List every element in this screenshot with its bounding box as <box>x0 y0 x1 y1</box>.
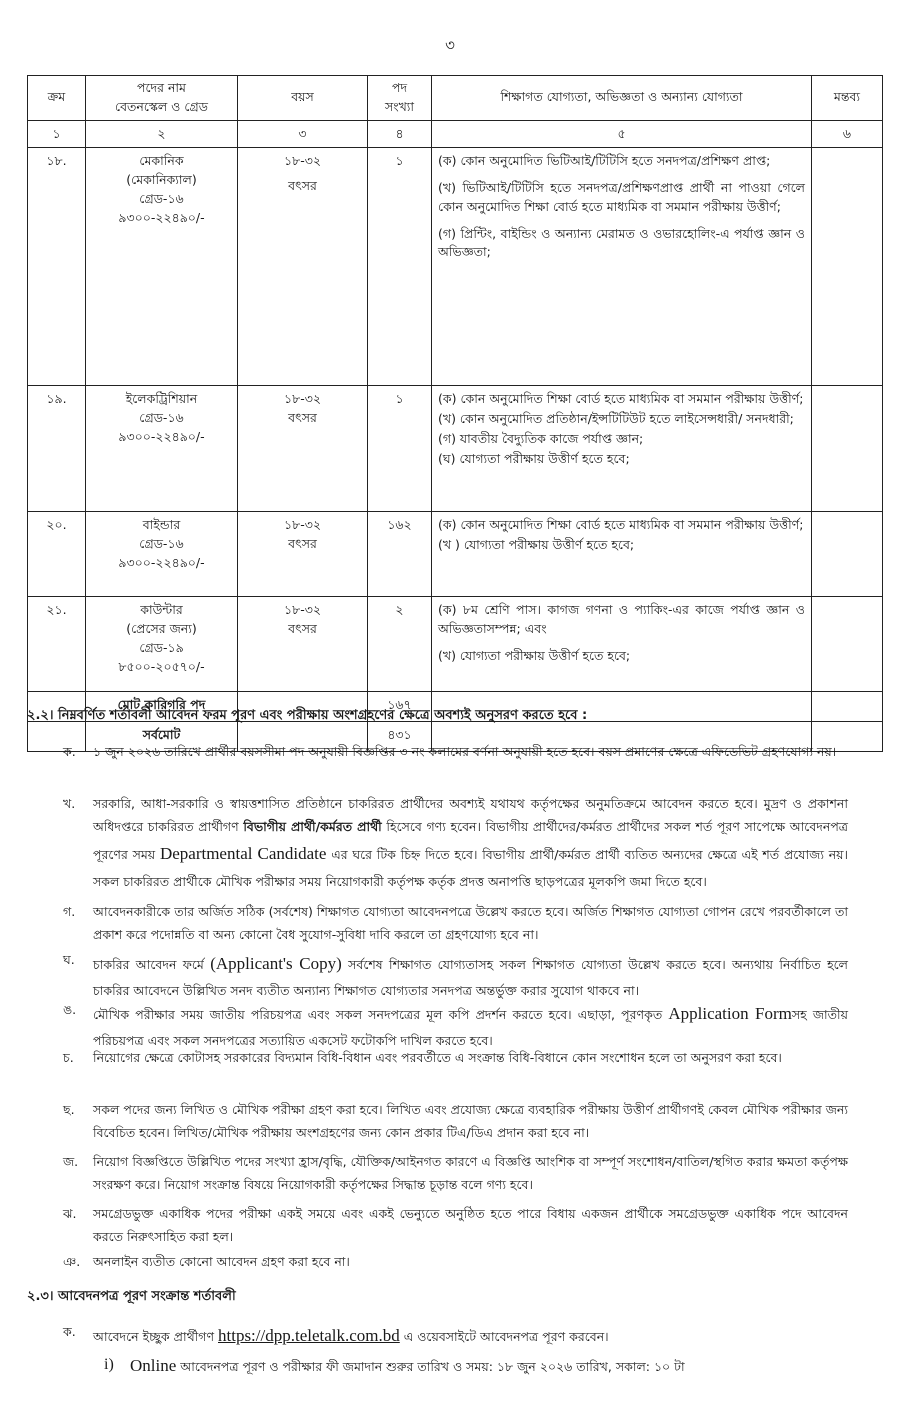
column-number-row <box>28 120 883 148</box>
item-text-latin: Departmental Candidate <box>159 844 327 864</box>
item-text: অনলাইন ব্যতীত কোনো আবেদন গ্রহণ করা হবে না। <box>93 1254 350 1269</box>
subtotal-label: মোট কারিগরি পদ <box>86 692 238 722</box>
subtotal-blank <box>812 692 883 722</box>
age-range: ১৮-৩২ <box>284 153 321 169</box>
subtotal-value: ১৬৭ <box>368 692 432 722</box>
post-grade: গ্রেড-১৯ <box>139 639 184 655</box>
header-remarks: মন্তব্য <box>812 76 883 121</box>
column-number: ৫ <box>432 120 812 148</box>
row-age <box>238 512 368 597</box>
item-mark: ক. <box>63 1324 76 1339</box>
table-header-row <box>28 76 883 121</box>
item-text: নিয়োগের ক্ষেত্রে কোটাসহ সরকারের বিদ্যমান বিধি-বিধান এবং পরবর্তীতে এ সংক্রান্ত বিধি-বিধানে কোন সংশোধন হলে তা অনুসরণ করা হবে। <box>93 1050 782 1065</box>
row-post-name <box>86 148 238 386</box>
qualification-item: (ক) কোন অনুমোদিত শিক্ষা বোর্ড হতে মাধ্যমিক বা সমমান পরীক্ষায় উত্তীর্ণ; <box>438 517 804 533</box>
condition-item <box>63 740 848 763</box>
post-name-line: (প্রেসের জন্য) <box>126 621 197 636</box>
row-age <box>238 386 368 512</box>
item-text: আবেদনে ইচ্ছুক প্রার্থীগণ <box>93 1329 218 1344</box>
section-2-3-title: ২.৩। আবেদনপত্র পূরণ সংক্রান্ত শর্তাবলী <box>27 1289 236 1304</box>
qualification-item: (ক) ৮ম শ্রেণি পাস। কাগজ গণনা ও প্যাকিং-এর কাজে পর্যাপ্ত জ্ঞান ও অভিজ্ঞতাসম্পন্ন; এবং <box>438 602 805 636</box>
header-post-name <box>86 76 238 121</box>
item-mark: ঘ. <box>63 952 75 967</box>
item-mark: ছ. <box>63 1102 75 1117</box>
item-text: এ ওয়েবসাইটে আবেদনপত্র পূরণ করবেন। <box>399 1329 609 1344</box>
item-mark: গ. <box>63 904 76 919</box>
subitem-mark: i) <box>104 1356 114 1373</box>
row-age <box>238 597 368 692</box>
row-age <box>238 148 368 386</box>
age-range: ১৮-৩২ <box>284 391 321 407</box>
post-name-line: কাউন্টার <box>140 602 183 618</box>
row-post-name <box>86 386 238 512</box>
item-text: নিয়োগ বিজ্ঞপ্তিতে উল্লিখিত পদের সংখ্যা হ্রাস/বৃদ্ধি, যৌক্তিক/আইনগত কারণে এ বিজ্ঞপ্তি আংশিক বা সম্পূর্ণ সংশোধন/বাতিল/স্থগিত করার ক্ষমতা কর্তৃপক্ষ সংরক্ষণ করে। নিয়োগ সংক্রান্ত বিষয়ে নিয়োগকারী কর্তৃপক্ষের সিদ্ধান্ত চূড়ান্ত বলে গণ্য হবে। <box>93 1154 848 1193</box>
qualification-item: (খ) যোগ্যতা পরীক্ষায় উত্তীর্ণ হতে হবে; <box>438 647 631 663</box>
row-serial: ১৯. <box>28 386 86 512</box>
section-2-2-title: ২.২। নিম্নবর্ণিত শর্তাবলী আবেদন ফরম পূরণ এবং পরীক্ষায় অংশগ্রহণের ক্ষেত্রে অবশ্যই অনুসরণ করতে হবে : <box>27 708 588 723</box>
post-pay-scale: ৯৩০০-২২৪৯০/- <box>118 554 205 570</box>
row-post-count: ২ <box>368 597 432 692</box>
row-remarks <box>812 386 883 512</box>
row-post-count: ১ <box>368 386 432 512</box>
item-text: সরকারি, আধা-সরকারি ও স্বায়ত্তশাসিত প্রতিষ্ঠানে চাকরিরত প্রার্থীদের অবশ্যই যথাযথ কর্তৃপক্ষের অনুমতিক্রমে আবেদন করতে হবে। মুদ্রণ ও প্রকাশনা অধিদপ্তরে চাকরিরত প্রার্থীগণ <box>93 796 848 835</box>
item-text: এর ঘরে টিক চিহ্ন দিতে হবে। বিভাগীয় প্রার্থী/কর্মরত প্রার্থী ব্যতিত অন্যদের ক্ষেত্রে এই শর্ত প্রযোজ্য নয়। সকল চাকরিরত প্রার্থীকে মৌখিক পরীক্ষার সময় নিয়োগকারী কর্তৃপক্ষ কর্তৃক প্রদত্ত অনাপত্তি ছাড়পত্রের মূলকপি জমা দিতে হবে। <box>93 847 849 889</box>
header-qualification: শিক্ষাগত যোগ্যতা, অভিজ্ঞতা ও অন্যান্য যোগ্যতা <box>432 76 812 121</box>
subitem-text-latin: Online <box>130 1356 177 1375</box>
post-pay-scale: ৯৩০০-২২৪৯০/- <box>118 428 205 444</box>
age-unit: বৎসর <box>288 621 317 636</box>
post-grade: গ্রেড-১৬ <box>139 536 184 551</box>
post-pay-scale: ৯৩০০-২২৪৯০/- <box>118 209 205 225</box>
subitem-text: আবেদনপত্র পূরণ ও পরীক্ষার ফী জমাদান শুরুর তারিখ ও সময়: ১৮ জুন ২০২৬ তারিখ, সকাল: ১০ টা <box>176 1359 685 1374</box>
post-name-line: (মেকানিক্যাল) <box>126 172 197 187</box>
table-row <box>28 386 883 512</box>
item-mark: ঝ. <box>63 1206 77 1221</box>
header-posts <box>368 76 432 121</box>
age-unit: বৎসর <box>288 178 317 193</box>
post-name-line: বাইন্ডার <box>142 517 181 533</box>
application-item <box>63 1320 848 1351</box>
item-text: মৌখিক পরীক্ষার সময় জাতীয় পরিচয়পত্র এবং সকল সনদপত্রের মূল কপি প্রদর্শন করতে হবে। এছাড়া, পূরণকৃত <box>93 1007 669 1022</box>
condition-item <box>63 998 848 1053</box>
row-qualifications <box>432 512 812 597</box>
item-text-latin: Application Form <box>668 1004 792 1023</box>
header-post-name-line1: পদের নাম <box>137 80 186 95</box>
row-post-count: ১৬২ <box>368 512 432 597</box>
table-row <box>28 148 883 386</box>
item-text: চাকরির আবেদন ফর্মে <box>93 957 211 972</box>
age-range: ১৮-৩২ <box>284 602 321 618</box>
condition-item <box>63 1098 848 1144</box>
qualification-item: (গ) প্রিন্টিং, বাইন্ডিং ও অন্যান্য মেরামত ও ওভারহোলিং-এ পর্যাপ্ত জ্ঞান ও অভিজ্ঞতা; <box>438 225 805 260</box>
item-text: সকল পদের জন্য লিখিত ও মৌখিক পরীক্ষা গ্রহণ করা হবে। লিখিত এবং প্রযোজ্য ক্ষেত্রে ব্যবহারিক পরীক্ষায় উত্তীর্ণ প্রার্থীগণই কেবল মৌখিক পরীক্ষার জন্য বিবেচিত হবেন। লিখিত/মৌখিক পরীক্ষায় অংশগ্রহণের জন্য কোন প্রকার টিএ/ডিএ প্রদান করা হবে না। <box>93 1102 848 1141</box>
row-qualifications <box>432 386 812 512</box>
page-number: ৩ <box>445 36 455 54</box>
condition-item <box>63 1202 848 1248</box>
row-remarks <box>812 148 883 386</box>
item-mark: ঞ. <box>63 1254 81 1269</box>
condition-item <box>63 900 848 946</box>
posts-table <box>27 75 883 752</box>
qualification-item: (খ) কোন অনুমোদিত প্রতিষ্ঠান/ইন্সটিটিউট হতে লাইসেন্সধারী/ সনদধারী; <box>438 411 794 426</box>
item-text: সর্বশেষ শিক্ষাগত যোগ্যতাসহ সকল শিক্ষাগত যোগ্যতা উল্লেখ করতে হবে। অন্যথায় নির্বাচিত হলে চাকরির আবেদনে উল্লিখিত সনদ ব্যতীত অন্যান্য শিক্ষাগত যোগ্যতার সনদপত্র অন্তর্ভুক্ত করার সুযোগ থাকবে না। <box>93 957 848 999</box>
item-text-bold: বিভাগীয় প্রার্থী/কর্মরত প্রার্থী <box>243 819 382 835</box>
row-qualifications <box>432 148 812 386</box>
column-number: ৪ <box>368 120 432 148</box>
row-post-name <box>86 512 238 597</box>
qualification-item: (গ) যাবতীয় বৈদ্যুতিক কাজে পর্যাপ্ত জ্ঞান; <box>438 430 644 446</box>
condition-item <box>63 1150 848 1196</box>
condition-item <box>63 1250 848 1273</box>
item-mark: চ. <box>63 1050 74 1065</box>
item-text: সহ জাতীয় পরিচয়পত্র এবং সকল সনদপত্রের সত্যায়িত একসেট ফটোকপি দাখিল করতে হবে। <box>93 1007 848 1049</box>
qualification-item: (খ ) যোগ্যতা পরীক্ষায় উত্তীর্ণ হতে হবে; <box>438 537 635 552</box>
application-website-link[interactable]: https://dpp.teletalk.com.bd <box>218 1326 400 1345</box>
header-posts-line2: সংখ্যা <box>384 98 415 114</box>
column-number: ২ <box>86 120 238 148</box>
age-unit: বৎসর <box>288 410 317 425</box>
qualification-item: (ঘ) যোগ্যতা পরীক্ষায় উত্তীর্ণ হতে হবে; <box>438 450 630 466</box>
item-mark: ঙ. <box>63 1002 77 1017</box>
header-post-name-line2: বেতনস্কেল ও গ্রেড <box>115 98 208 114</box>
item-text-latin: (Applicant's Copy) <box>210 954 342 973</box>
condition-item <box>63 1046 848 1069</box>
post-name-line: মেকানিক <box>139 153 184 169</box>
table-row <box>28 597 883 692</box>
application-subitem <box>104 1351 870 1382</box>
post-pay-scale: ৮৫০০-২০৫৭০/- <box>118 658 205 674</box>
row-remarks <box>812 597 883 692</box>
column-number: ৩ <box>238 120 368 148</box>
qualification-item: (ক) কোন অনুমোদিত ভিটিআই/টিটিসি হতে সনদপত্র/প্রশিক্ষণ প্রাপ্ত; <box>438 153 771 169</box>
header-posts-line1: পদ <box>391 80 408 95</box>
row-post-name <box>86 597 238 692</box>
qualification-item: (খ) ভিটিআই/টিটিসি হতে সনদপত্র/প্রশিক্ষণপ্রাপ্ত প্রার্থী না পাওয়া গেলে কোন অনুমোদিত শিক্ষা বোর্ড হতে মাধ্যমিক বা সমমান পরীক্ষায় উত্তীর্ণ; <box>438 180 805 214</box>
row-serial: ২১. <box>28 597 86 692</box>
header-serial: ক্রম <box>28 76 86 121</box>
item-text: ১ জুন ২০২৬ তারিখে প্রার্থীর বয়সসীমা পদ অনুযায়ী বিজ্ঞপ্তির ৩ নং কলামের বর্ণনা অনুযায়ী হতে হবে। বয়স প্রমাণের ক্ষেত্রে এফিডেভিট গ্রহণযোগ্য নয়। <box>93 744 837 759</box>
column-number: ১ <box>28 120 86 148</box>
condition-item <box>63 792 849 893</box>
header-age: বয়স <box>238 76 368 121</box>
grand-total-value: ৪৩১ <box>368 722 432 752</box>
post-grade: গ্রেড-১৬ <box>139 190 184 206</box>
grand-total-label: সর্বমোট <box>86 722 238 752</box>
row-serial: ২০. <box>28 512 86 597</box>
item-mark: জ. <box>63 1154 79 1169</box>
item-text: হিসেবে গণ্য হবেন। বিভাগীয় প্রার্থীদের/কর্মরত প্রার্থীদের সকল শর্ত পূরণ সাপেক্ষে আবেদনপত্র পূরণের সময় <box>93 819 848 863</box>
item-mark: খ. <box>63 796 76 811</box>
post-name-line: ইলেকট্রিশিয়ান <box>125 391 198 407</box>
row-serial: ১৮. <box>28 148 86 386</box>
age-unit: বৎসর <box>288 536 317 551</box>
row-post-count: ১ <box>368 148 432 386</box>
condition-item <box>63 948 848 1003</box>
table-row <box>28 512 883 597</box>
row-remarks <box>812 512 883 597</box>
post-grade: গ্রেড-১৬ <box>139 410 184 425</box>
age-range: ১৮-৩২ <box>284 517 321 533</box>
row-qualifications <box>432 597 812 692</box>
item-text: সমগ্রেডভুক্ত একাধিক পদের পরীক্ষা একই সময়ে এবং একই ভেন্যুতে অনুষ্ঠিত হতে পারে বিধায় একজন প্রার্থীকে সমগ্রেডভুক্ত একাধিক পদে আবেদন করতে নিরুৎসাহিত করা হল। <box>93 1206 848 1245</box>
item-text: আবেদনকারীকে তার অর্জিত সঠিক (সর্বশেষ) শিক্ষাগত যোগ্যতা আবেদনপত্রে উল্লেখ করতে হবে। অর্জিত শিক্ষাগত যোগ্যতা গোপন রেখে পরবর্তীকালে তা প্রকাশ করে পদোন্নতি বা অন্য কোনো বৈধ সুযোগ-সুবিধা দাবি করলে তা গ্রহণযোগ্য হবে না। <box>93 904 848 943</box>
column-number: ৬ <box>812 120 883 148</box>
item-mark: ক. <box>63 744 76 759</box>
qualification-item: (ক) কোন অনুমোদিত শিক্ষা বোর্ড হতে মাধ্যমিক বা সমমান পরীক্ষায় উত্তীর্ণ; <box>438 391 804 407</box>
